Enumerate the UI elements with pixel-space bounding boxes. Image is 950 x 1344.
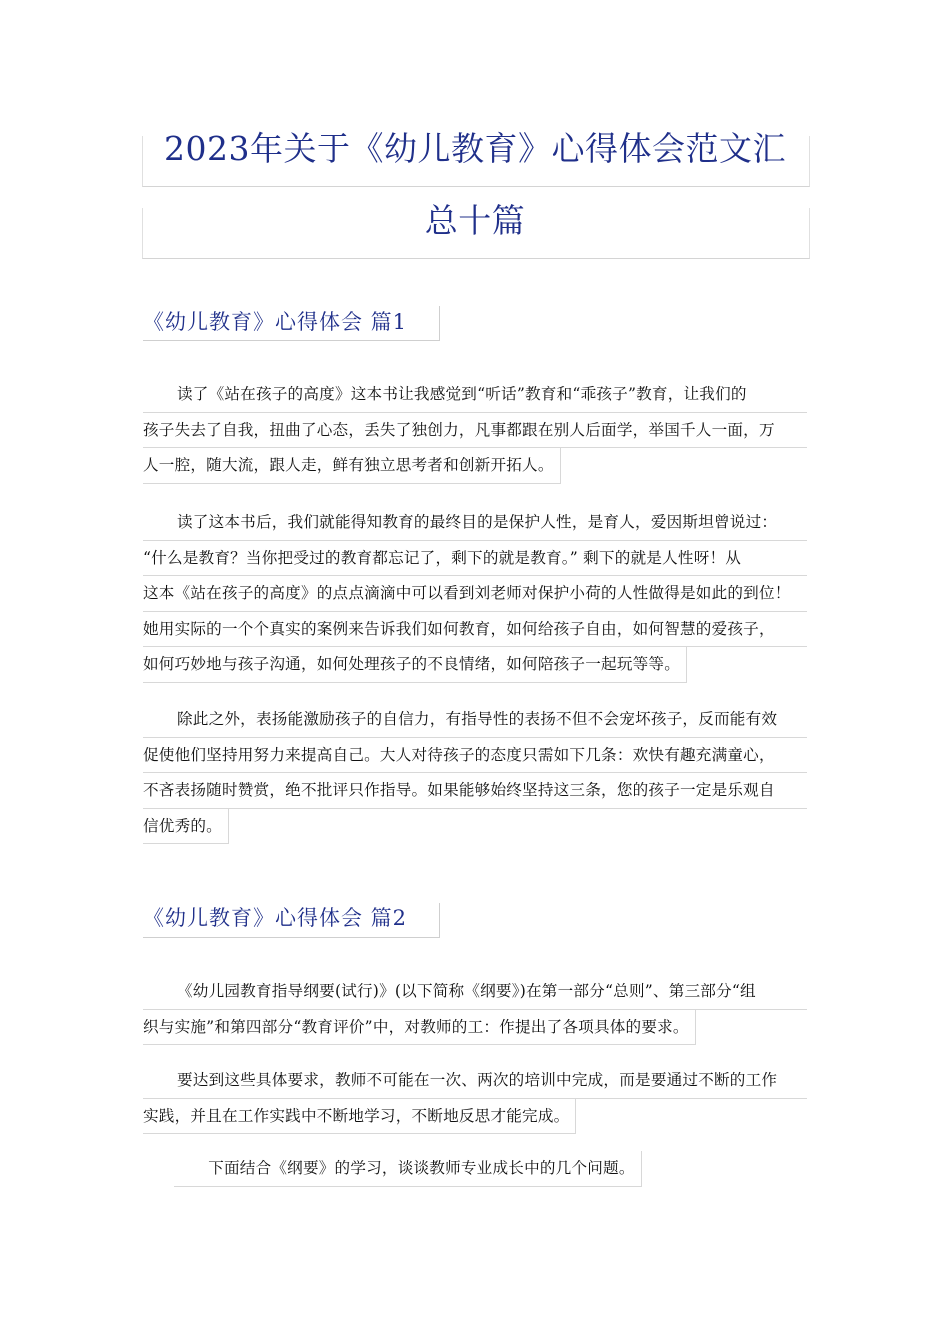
section-2-paragraph-3 — [143, 1151, 807, 1187]
document-title-line-2: 总十篇 — [424, 201, 526, 240]
section-2-heading: 《幼儿教育》心得体会 篇2 — [143, 906, 408, 930]
text-line: 孩子失去了自我，扭曲了心态，丢失了独创力，凡事都跟在别人后面学，举国千人一面，万 — [143, 413, 807, 449]
section-2-paragraph-2 — [143, 1063, 807, 1134]
section-1-heading: 《幼儿教育》心得体会 篇1 — [143, 310, 408, 334]
text-line: 实践，并且在工作实践中不断地学习，不断地反思才能完成。 — [143, 1099, 576, 1135]
text-line: 《幼儿园教育指导纲要(试行)》(以下简称《纲要》)在第一部分“总则”、第三部分“组 — [143, 974, 807, 1010]
text-line: 下面结合《纲要》的学习，谈谈教师专业成长中的几个问题。 — [174, 1151, 641, 1187]
document-title-line-1: 2023年关于《幼儿教育》心得体会范文汇 — [164, 129, 786, 168]
section-1-paragraph-3 — [143, 702, 807, 844]
text-line: 信优秀的。 — [143, 809, 229, 845]
text-line: 人一腔，随大流，跟人走，鲜有独立思考者和创新开拓人。 — [143, 448, 561, 484]
text-line: 促使他们坚持用努力来提高自己。大人对待孩子的态度只需如下几条：欢快有趣充满童心， — [143, 738, 807, 774]
text-line: 读了《站在孩子的高度》这本书让我感觉到“听话”教育和“乖孩子”教育，让我们的 — [143, 377, 807, 413]
text-line: 要达到这些具体要求，教师不可能在一次、两次的培训中完成，而是要通过不断的工作 — [143, 1063, 807, 1099]
text-line: 织与实施”和第四部分“教育评价”中，对教师的工：作提出了各项具体的要求。 — [143, 1010, 696, 1046]
text-line: 这本《站在孩子的高度》的点点滴滴中可以看到刘老师对保护小荷的人性做得是如此的到位！ — [143, 576, 807, 612]
title-frame-2 — [142, 208, 810, 259]
title-frame-1 — [142, 136, 810, 187]
text-line: 除此之外，表扬能激励孩子的自信力，有指导性的表扬不但不会宠坏孩子，反而能有效 — [143, 702, 807, 738]
section-1-paragraph-1 — [143, 377, 807, 484]
text-line: “什么是教育？当你把受过的教育都忘记了，剩下的就是教育。” 剩下的就是人性呀！从 — [143, 541, 807, 577]
text-line: 读了这本书后，我们就能得知教育的最终目的是保护人性，是育人，爱因斯坦曾说过： — [143, 505, 807, 541]
section-1-paragraph-2 — [143, 505, 807, 683]
text-line: 她用实际的一个个真实的案例来告诉我们如何教育，如何给孩子自由，如何智慧的爱孩子， — [143, 612, 807, 648]
text-line: 如何巧妙地与孩子沟通，如何处理孩子的不良情绪，如何陪孩子一起玩等等。 — [143, 647, 687, 683]
section-2-paragraph-1 — [143, 974, 807, 1045]
text-line: 不吝表扬随时赞赏，绝不批评只作指导。如果能够始终坚持这三条，您的孩子一定是乐观自 — [143, 773, 807, 809]
